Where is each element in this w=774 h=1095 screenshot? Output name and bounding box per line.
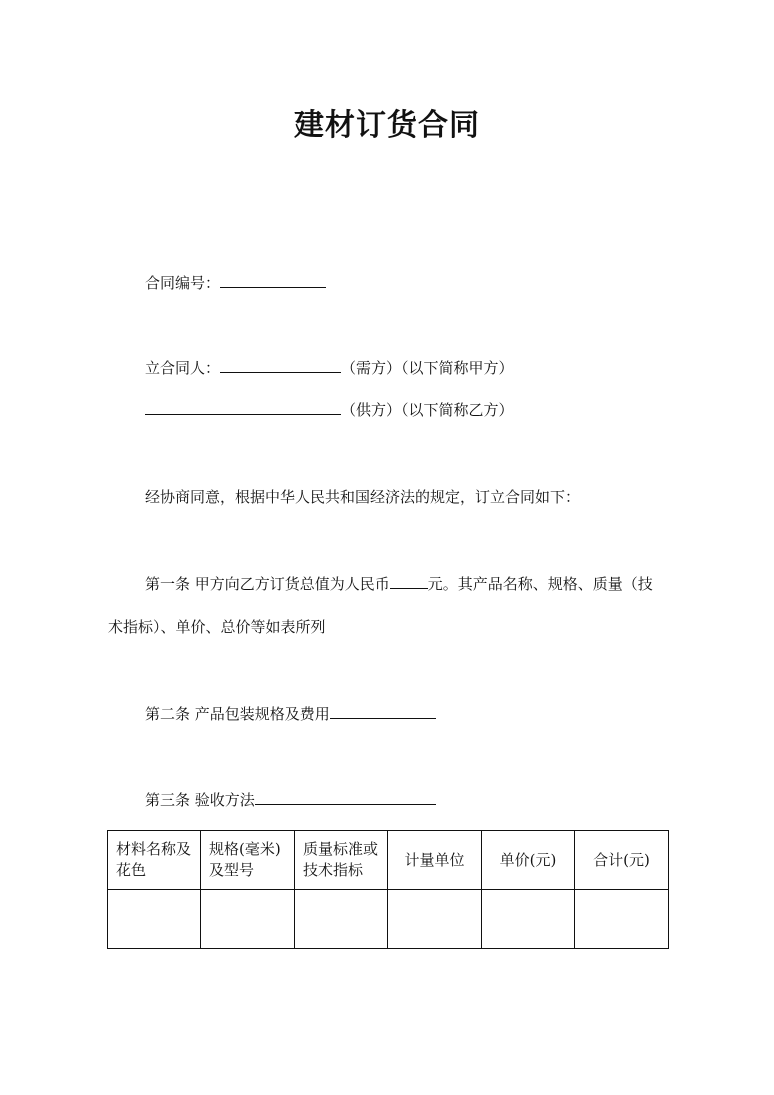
table-header-cell: 质量标准或技术指标 [295, 831, 388, 890]
table-row [108, 890, 669, 949]
total-value-blank[interactable] [390, 574, 428, 589]
article-1-line-2: 术指标）、单价、总价等如表所列 [108, 618, 326, 636]
party-b-role: （供方）（以下简称乙方） [341, 401, 514, 419]
party-a-role: （需方）（以下简称甲方） [341, 359, 514, 377]
article-3-line [145, 790, 436, 810]
party-a-line [145, 358, 514, 378]
page-title: 建材订货合同 [294, 108, 480, 143]
table-cell[interactable] [201, 890, 295, 949]
table-header-cell: 合计(元) [575, 831, 669, 890]
article-2-line [145, 704, 436, 724]
table-cell[interactable] [482, 890, 575, 949]
party-b-blank[interactable] [145, 400, 341, 415]
table-header-cell: 材料名称及花色 [108, 831, 201, 890]
intro-paragraph: 经协商同意，根据中华人民共和国经济法的规定，订立合同如下： [145, 488, 581, 506]
contract-number-line [145, 273, 326, 293]
packaging-blank[interactable] [330, 704, 436, 719]
party-b-line [145, 400, 514, 420]
table-header-cell: 计量单位 [388, 831, 482, 890]
article-1-line-1 [145, 574, 653, 594]
table-header-cell: 单价(元) [482, 831, 575, 890]
acceptance-method-blank[interactable] [255, 790, 436, 805]
article-2-text: 第二条 产品包装规格及费用 [145, 705, 330, 723]
table-header-cell: 规格(毫米)及型号 [201, 831, 295, 890]
article-3-text: 第三条 验收方法 [145, 791, 255, 809]
contract-number-label: 合同编号： [145, 274, 221, 292]
order-items-table [107, 830, 669, 949]
table-cell[interactable] [575, 890, 669, 949]
article-1-text-a: 第一条 甲方向乙方订货总值为人民币 [145, 575, 390, 593]
table-cell[interactable] [108, 890, 201, 949]
contract-number-blank[interactable] [220, 273, 326, 288]
table-header-row [108, 831, 669, 890]
party-a-blank[interactable] [220, 358, 341, 373]
parties-label: 立合同人： [145, 359, 221, 377]
table-cell[interactable] [388, 890, 482, 949]
table-cell[interactable] [295, 890, 388, 949]
article-1-text-b: 元。其产品名称、规格、质量（技 [427, 575, 653, 593]
